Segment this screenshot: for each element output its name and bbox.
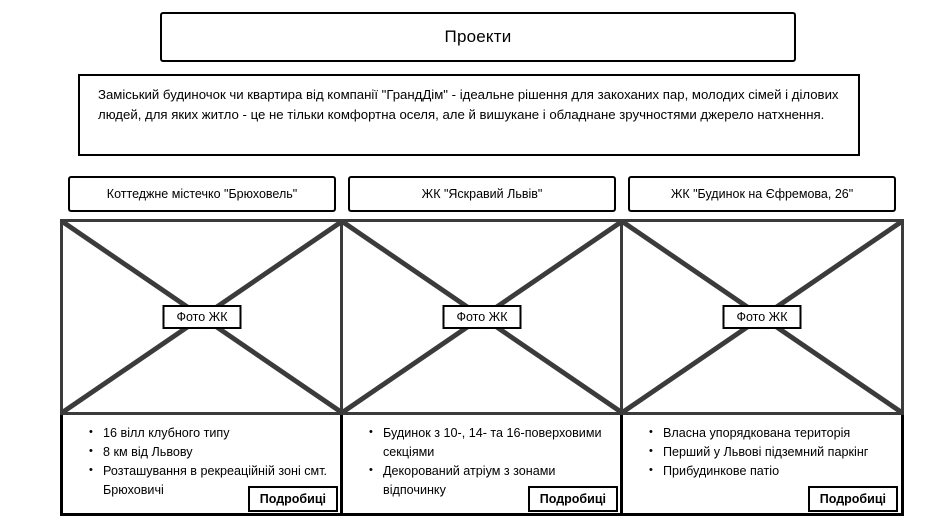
list-item: • 16 вілл клубного типу [103, 424, 335, 443]
list-item: • Власна упорядкована територія [663, 424, 895, 443]
intro-text: Заміський будиночок чи квартира від компанії "ГрандДім" - ідеальне рішення для закоханих пар, молодих сімей і ділових людей, для яких житло - це не тільки комфортна оселя, але й вишукане і обладнане зручностями джерело натхнення. [98, 87, 839, 123]
details-button[interactable]: Подробиці [248, 486, 338, 512]
project-card-header [628, 176, 896, 212]
details-button[interactable]: Подробиці [808, 486, 898, 512]
projects-row [60, 176, 892, 516]
list-item: • Перший у Львові підземний паркінг [663, 443, 895, 462]
list-item: • Будинок з 10-, 14- та 16-поверховими секціями [383, 424, 615, 462]
project-card[interactable] [60, 176, 344, 516]
photo-label: Фото ЖК [722, 305, 801, 329]
list-item: • 8 км від Львову [103, 443, 335, 462]
list-item: • Декорований атріум з зонами відпочинку [383, 462, 615, 500]
list-item: • Прибудинкове патіо [663, 462, 895, 481]
project-card-header [348, 176, 616, 212]
intro-block [78, 74, 860, 156]
project-card-title: ЖК "Яскравий Львів" [421, 187, 543, 201]
photo-label: Фото ЖК [442, 305, 521, 329]
project-card-title: Коттеджне містечко "Брюховель" [106, 187, 298, 201]
project-card[interactable] [340, 176, 624, 516]
project-card[interactable] [620, 176, 904, 516]
project-card-title: ЖК "Будинок на Єфремова, 26" [670, 187, 854, 201]
project-card-header [68, 176, 336, 212]
page-title: Проекти [444, 27, 512, 46]
project-image-placeholder [620, 219, 904, 415]
feature-list [629, 424, 895, 481]
details-button[interactable]: Подробиці [528, 486, 618, 512]
photo-label: Фото ЖК [162, 305, 241, 329]
project-image-placeholder [340, 219, 624, 415]
project-image-placeholder [60, 219, 344, 415]
list-item: • Розташування в рекреаційній зоні смт. Брюховичі [103, 462, 335, 500]
page-title-banner [160, 12, 796, 62]
